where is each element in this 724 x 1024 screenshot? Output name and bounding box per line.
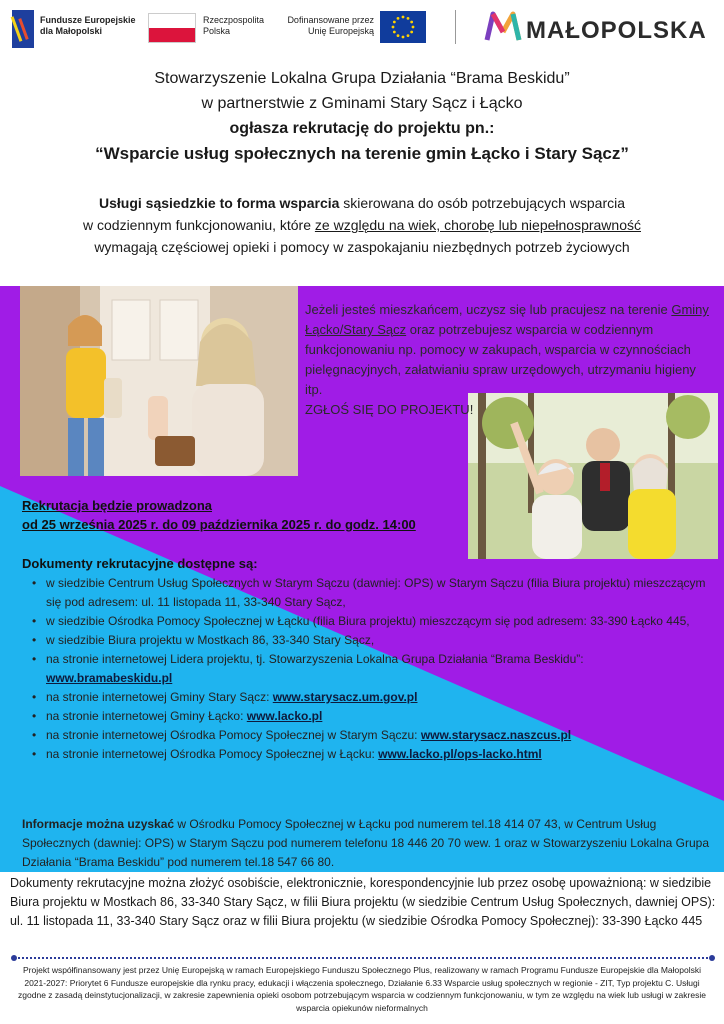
footer-divider	[14, 957, 712, 959]
call-to-action: ZGŁOŚ SIĘ DO PROJEKTU!	[305, 402, 474, 417]
submission-information: Dokumenty rekrutacyjne można złożyć osobiście, elektronicznie, korespondencyjnie lub przez osobę upoważnioną: w siedzibie Biura projektu w Mostkach 86, 33-340 Stary Sącz, w filii Biura projektu (w siedzibie Centrum Usług Społecznych, dawniej OPS): ul. 11 listopada 11, 33-340 Stary Sącz oraz w filii Biura projektu (w siedzibie Ośrodka Pomocy Społecznej): 33-390 Łącko 445	[10, 876, 716, 928]
funding-footer: Projekt współfinansowany jest przez Unię Europejską w ramach Europejskiego Funduszu Społecznego Plus, realizowany w ramach Programu Fundusze Europejskie dla Małopolski 2021-2027: Priorytet 6 Fundusze europejskie dla rynku pracy, edukacji i włączenia społecznego, Działanie 6.33 Wsparcie usług społecznych w regionie - ZIT, Typ projektu C. Usługi zgodne z zasadą deinstytucjonalizacji, w zakresie zapewnienia opieki osobom potrzebującym wsparcia w codziennym funkcjonowaniu, w tym ze względu na wiek lub usługi w zakresie wsparcia opiekunów nieformalnych	[18, 965, 706, 1013]
eu-star-icon	[393, 21, 396, 24]
eu-funds-logo-text: Fundusze Europejskie dla Małopolski	[40, 15, 136, 36]
eu-star-icon	[402, 36, 405, 39]
eu-star-icon	[410, 21, 413, 24]
website-link[interactable]: www.bramabeskidu.pl	[46, 671, 173, 685]
list-item: • na stronie internetowej Ośrodka Pomocy Społecznej w Starym Sączu: www.starysacz.naszcus.pl	[28, 726, 718, 745]
website-link[interactable]: www.lacko.pl/ops-lacko.html	[378, 747, 542, 761]
logo-divider	[455, 10, 456, 44]
announcement-title	[20, 66, 704, 166]
list-item: • w siedzibie Ośrodka Pomocy Społecznej w Łącku (filia Biura projektu) mieszczącym się pod adresem: 33-390 Łącko 445,	[28, 612, 718, 631]
eu-star-icon	[393, 31, 396, 34]
documents-list	[28, 574, 718, 764]
poland-logo-text: Rzeczpospolita Polska	[203, 15, 265, 36]
list-item: • w siedzibie Centrum Usług Społecznych w Starym Sączu (dawniej: OPS) w Starym Sączu (filia Biura projektu) mieszczącym się pod adresem: ul. 11 listopada 11, 33-340 Stary Sącz,	[28, 574, 718, 612]
eu-funds-logo-icon	[12, 10, 34, 48]
list-item: • w siedzibie Biura projektu w Mostkach 86, 33-340 Stary Sącz,	[28, 631, 718, 650]
website-link[interactable]: www.starysacz.naszcus.pl	[420, 728, 572, 742]
contact-information: Informacje można uzyskać w Ośrodku Pomocy Społecznej w Łącku pod numerem tel.18 414 07 43, w Centrum Usług Społecznych (dawniej: OPS) w Starym Sączu pod numerem telefonu 18 446 20 70 wew. 1 oraz w Stowarzyszeniu Lokalna Grupa Działania “Brama Beskidu” pod numerem tel.18 547 66 80.	[22, 817, 710, 869]
eu-star-icon	[397, 17, 400, 20]
website-link[interactable]: www.starysacz.um.gov.pl	[272, 690, 418, 704]
partnership-line: w partnerstwie z Gminami Stary Sącz i Łącko	[201, 95, 523, 112]
recruitment-announcement: ogłasza rekrutację do projektu pn.:	[229, 120, 495, 137]
service-description: Usługi sąsiedzkie to forma wsparcia skierowana do osób potrzebujących wsparcia w codziennym funkcjonowaniu, które ze względu na wiek, chorobę lub niepełnosprawność wymagają częściowej opieki i pomocy w zaspokajaniu niezbędnych potrzeb życiowych	[83, 195, 641, 255]
eu-cofinanced-text: Dofinansowane przez Unię Europejską	[287, 15, 374, 36]
eu-star-icon	[407, 17, 410, 20]
organization-name: Stowarzyszenie Lokalna Grupa Działania “Brama Beskidu”	[154, 70, 570, 87]
list-item: • na stronie internetowej Lidera projektu, tj. Stowarzyszenia Lokalna Grupa Działania “Brama Beskidu”: www.bramabeskidu.pl	[28, 650, 718, 688]
malopolska-logo-text: MAŁOPOLSKA	[526, 17, 707, 44]
eu-star-icon	[392, 26, 395, 29]
eligibility-message: Jeżeli jesteś mieszkańcem, uczysz się lub pracujesz na terenie Gminy Łącko/Stary Sącz oraz potrzebujesz wsparcia w codziennym funkcjonowaniu np. pomocy w zakupach, wsparcia w czynnościach pielęgnacyjnych, załatwianiu spraw urzędowych, utrzymaniu higieny itp. ZGŁOŚ SIĘ DO PROJEKTU!	[305, 302, 709, 417]
list-item: • na stronie internetowej Gminy Stary Sącz: www.starysacz.um.gov.pl	[28, 688, 718, 707]
list-item: • na stronie internetowej Ośrodka Pomocy Społecznej w Łącku: www.lacko.pl/ops-lacko.html	[28, 745, 718, 764]
documents-heading: Dokumenty rekrutacyjne dostępne są:	[22, 556, 258, 571]
municipality-link: Gminy Łącko/Stary Sącz	[305, 302, 709, 337]
eu-star-icon	[410, 31, 413, 34]
logo-bar	[0, 0, 724, 58]
eu-star-icon	[407, 34, 410, 37]
eu-flag-icon	[380, 11, 426, 43]
eu-star-icon	[402, 16, 405, 19]
list-item: • na stronie internetowej Gminy Łącko: www.lacko.pl	[28, 707, 718, 726]
poland-flag-icon	[148, 13, 196, 43]
eu-star-icon	[412, 26, 415, 29]
eu-star-icon	[397, 34, 400, 37]
website-link[interactable]: www.lacko.pl	[246, 709, 323, 723]
recruitment-period: Rekrutacja będzie prowadzona od 25 września 2025 r. do 09 października 2025 r. do godz. 14:00	[22, 498, 416, 532]
malopolska-logo-icon	[483, 10, 523, 44]
project-name: “Wsparcie usług społecznych na terenie gmin Łącko i Stary Sącz”	[95, 144, 629, 163]
neighbor-help-photo	[20, 286, 298, 476]
